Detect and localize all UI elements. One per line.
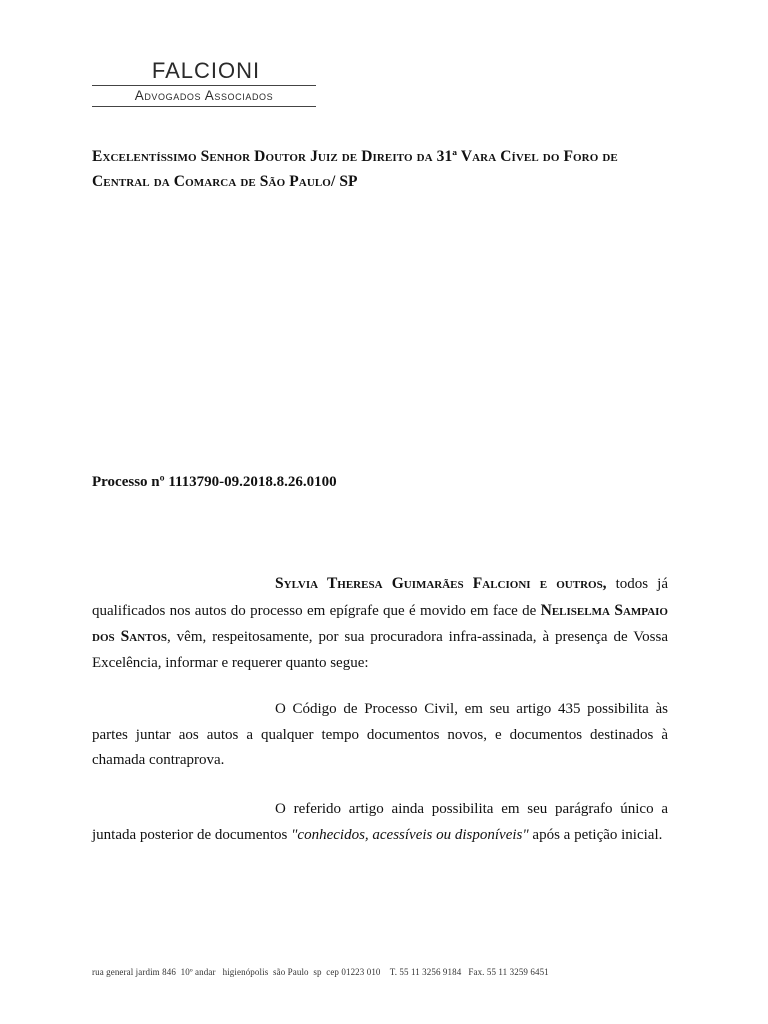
paragraph-parties <box>92 571 668 676</box>
paragraph-text: O referido artigo ainda possibilita em seu parágrafo único a juntada posterior de documentos <box>92 801 668 843</box>
defendant-name: Neliselma Sampaio dos Santos <box>92 601 668 645</box>
paragraph-text: O Código de Processo Civil, em seu artigo 435 possibilita às partes juntar aos autos a qualquer tempo documentos novos, e documentos destinados à chamada contraprova. <box>92 701 668 768</box>
logo-bottom-rule <box>92 106 316 107</box>
letterhead-logo <box>92 58 316 107</box>
logo-divider <box>92 85 316 86</box>
court-address-heading <box>92 144 672 194</box>
paragraph-sole-paragraph <box>92 797 668 848</box>
paragraph-cpc-article <box>92 697 668 774</box>
paragraph-text: , vêm, respeitosamente, por sua procuradora infra-assinada, à presença de Vossa Excelência, informar e requerer quanto segue: <box>92 629 668 671</box>
case-number: Processo nº 1113790-09.2018.8.26.0100 <box>92 474 337 490</box>
address-line-2: Central da Comarca de São Paulo/ SP <box>92 173 358 190</box>
footer-address: rua general jardim 846 10º andar higienópolis são Paulo sp cep 01223 010 T. 55 11 3256 9184 Fax. 55 11 3259 6451 <box>92 967 549 977</box>
firm-name: FALCIONI <box>151 58 261 83</box>
firm-subtitle: Advogados Associados <box>134 88 274 103</box>
plaintiff-name: Sylvia Theresa Guimarães Falcioni e outros, <box>275 575 607 592</box>
paragraph-text: todos já qualificados nos autos do processo em epígrafe que é movido em face de <box>92 576 668 619</box>
quoted-text: "conhecidos, acessíveis ou disponíveis" <box>291 826 529 843</box>
paragraph-text: após a petição inicial. <box>528 826 663 843</box>
address-line-1: Excelentíssimo Senhor Doutor Juiz de Direito da 31ª Vara Cível do Foro de <box>92 148 618 165</box>
